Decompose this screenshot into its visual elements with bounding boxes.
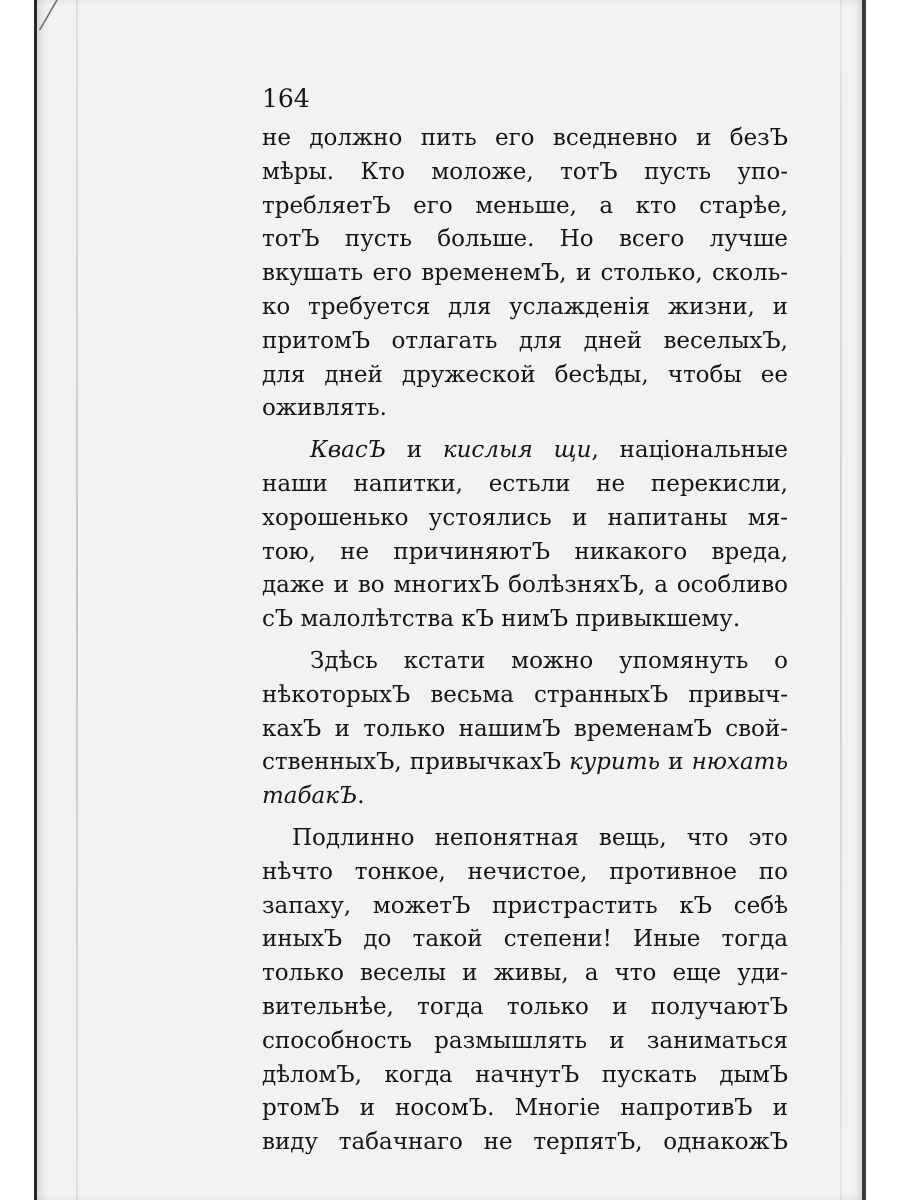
text-run: ственныхЪ, привычкахЪ xyxy=(262,749,570,776)
page-crease-right xyxy=(840,0,842,1200)
page-edge-right xyxy=(862,0,866,1200)
text-run: . xyxy=(357,783,365,810)
page-edge-left xyxy=(34,0,37,1200)
text-line: вительнѣе, тогда только и получаютЪ xyxy=(262,993,788,1020)
text-line xyxy=(262,434,788,468)
text-line: наши напитки, естьли не перекисли, xyxy=(262,470,788,497)
text-line: ртомЪ и носомЪ. Многіе напротивЪ и xyxy=(262,1095,788,1122)
page-crease-left xyxy=(76,0,78,1200)
text-line: сЪ малолѣтства кЪ нимЪ привыкшему. xyxy=(262,606,741,633)
text-line: хорошенько устоялись и напитаны мя- xyxy=(262,504,788,531)
text-run: и xyxy=(660,749,692,776)
text-line: нѣкоторыхЪ весьма странныхЪ привыч- xyxy=(262,681,788,708)
text-run: и xyxy=(386,437,443,464)
text-run: , національные xyxy=(591,437,788,464)
paragraph-1 xyxy=(262,122,788,426)
text-line: кахЪ и только нашимЪ временамЪ свой- xyxy=(262,715,788,742)
text-block xyxy=(262,76,788,1160)
text-line: для дней дружеской бесѣды, чтобы ее xyxy=(262,361,788,388)
paragraph-2 xyxy=(262,434,788,637)
italic-term: курить xyxy=(569,749,661,776)
paragraph-3 xyxy=(262,645,788,814)
text-line: даже и во многихЪ болѣзняхЪ, а особливо xyxy=(262,572,788,599)
text-line: нѣчто тонкое, нечистое, противное по xyxy=(262,858,788,885)
text-line: вкушать его временемЪ, и столько, сколь- xyxy=(262,260,788,287)
text-line: тою, не причиняютЪ никакого вреда, xyxy=(262,538,788,565)
text-line xyxy=(262,746,788,780)
italic-term: табакЪ xyxy=(262,783,358,810)
text-line: Здѣсь кстати можно упомянуть о xyxy=(310,647,788,674)
italic-term: КвасЪ xyxy=(310,437,387,464)
text-line: тотЪ пусть больше. Но всего лучше xyxy=(262,226,788,253)
text-line: Подлинно непонятная вещь, что это xyxy=(292,824,788,851)
page-number: 164 xyxy=(262,84,310,113)
italic-term: нюхать xyxy=(691,749,788,776)
text-line: ко требуется для услажденія жизни, и xyxy=(262,293,788,320)
text-line: иныхЪ до такой степени! Иные тогда xyxy=(262,926,788,953)
text-line: требляетЪ его меньше, а кто старѣе, xyxy=(262,192,788,219)
paragraph-4 xyxy=(262,822,788,1160)
text-line: запаху, можетЪ пристрастить кЪ себѣ xyxy=(262,892,788,919)
text-line: не должно пить его вседневно и безЪ xyxy=(262,125,788,151)
text-line: только веселы и живы, а что еще уди- xyxy=(262,960,788,987)
text-line xyxy=(262,780,788,814)
text-line: виду табачнаго не терпятЪ, однакожЪ xyxy=(262,1129,788,1156)
text-line: дѣломЪ, когда начнутЪ пускать дымЪ xyxy=(262,1061,788,1088)
text-line: способность размышлять и заниматься xyxy=(262,1027,788,1054)
text-line: оживлять. xyxy=(262,395,387,422)
italic-term: кислыя щи xyxy=(442,437,592,464)
text-line: притомЪ отлагать для дней веселыхЪ, xyxy=(262,327,788,354)
text-line: мѣры. Кто моложе, тотЪ пусть упо- xyxy=(262,158,788,185)
